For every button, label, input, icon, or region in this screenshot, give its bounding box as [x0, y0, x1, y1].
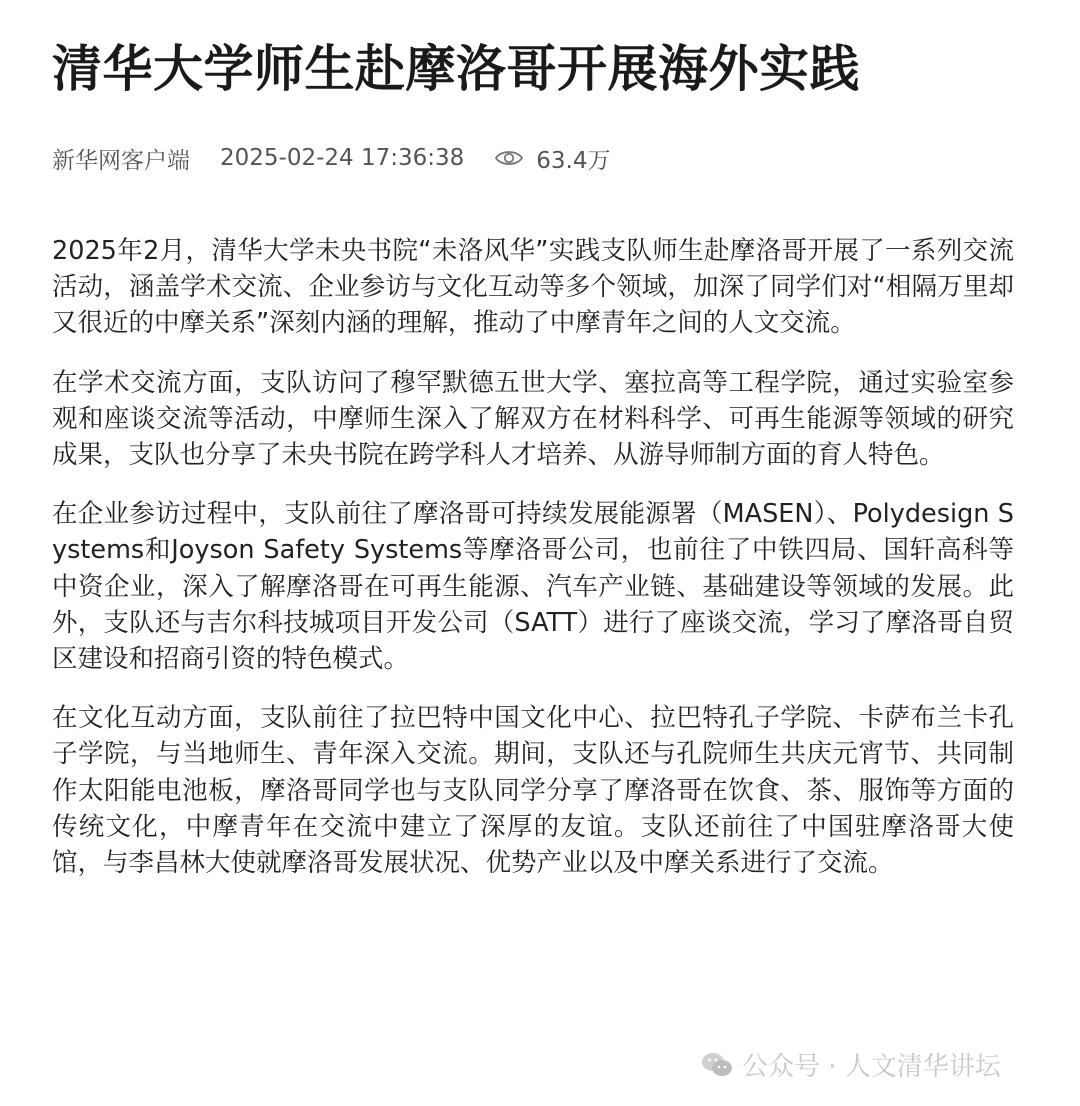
article-meta [52, 138, 1014, 178]
eye-icon [494, 148, 524, 168]
view-count-value: 63.4万 [536, 147, 611, 174]
watermark [700, 1046, 1001, 1083]
article-title: 清华大学师生赴摩洛哥开展海外实践 [52, 40, 860, 98]
wechat-icon [700, 1050, 734, 1080]
article-source[interactable]: 新华网客户端 [52, 147, 190, 174]
view-count [494, 142, 610, 175]
article-paragraph: 在文化互动方面，支队前往了拉巴特中国文化中心、拉巴特孔子学院、卡萨布兰卡孔子学院，与当地师生、青年深入交流。期间，支队还与孔院师生共庆元宵节、共同制作太阳能电池板，摩洛哥同学也与支队同学分享了摩洛哥在饮食、茶、服饰等方面的传统文化，中摩青年在交流中建立了深厚的友谊。支队还前往了中国驻摩洛哥大使馆，与李昌林大使就摩洛哥发展状况、优势产业以及中摩关系进行了交流。 [52, 703, 1014, 879]
article-paragraph: 在学术交流方面，支队访问了穆罕默德五世大学、塞拉高等工程学院，通过实验室参观和座谈交流等活动，中摩师生深入了解双方在材料科学、可再生能源等领域的研究成果，支队也分享了未央书院在跨学科人才培养、从游导师制方面的育人特色。 [52, 367, 1014, 471]
watermark-text: 公众号 · 人文清华讲坛 [742, 1052, 1001, 1082]
article-timestamp: 2025-02-24 17:36:38 [220, 145, 465, 171]
article-body [52, 233, 1014, 881]
article-paragraph: 2025年2月，清华大学未央书院“未洛风华”实践支队师生赴摩洛哥开展了一系列交流活动，涵盖学术交流、企业参访与文化互动等多个领域，加深了同学们对“相隔万里却又很近的中摩关系”深刻内涵的理解，推动了中摩青年之间的人文交流。 [52, 236, 1014, 339]
article-paragraph: 在企业参访过程中，支队前往了摩洛哥可持续发展能源署（MASEN）、Polydesign Systems和Joyson Safety Systems等摩洛哥公司，也前往了中铁四局、国轩高科等中资企业，深入了解摩洛哥在可再生能源、汽车产业链、基础建设等领域的发展。此外，支队还与吉尔科技城项目开发公司（SATT）进行了座谈交流，学习了摩洛哥自贸区建设和招商引资的特色模式。 [52, 499, 1014, 675]
article [52, 0, 1014, 904]
